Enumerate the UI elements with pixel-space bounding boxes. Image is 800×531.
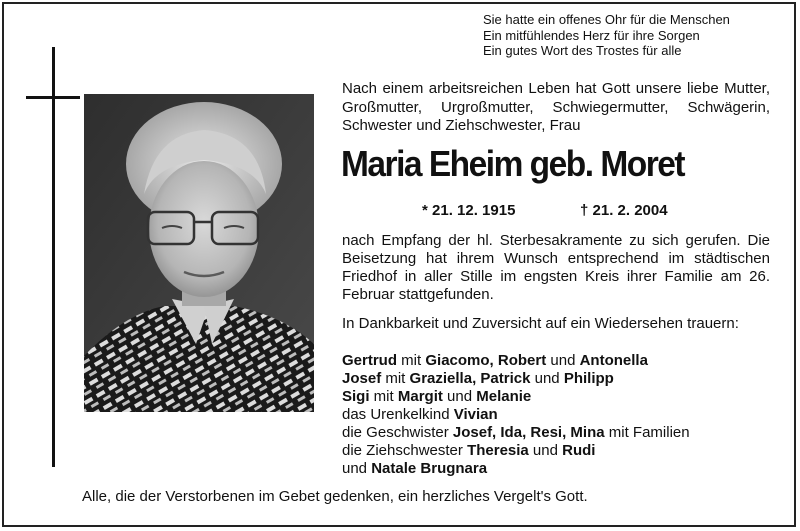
quote-line: Ein mitfühlendes Herz für ihre Sorgen xyxy=(483,27,700,43)
portrait-photo xyxy=(84,94,314,412)
mourner-line: Gertrud mit Giacomo, Robert und Antonella xyxy=(342,352,648,369)
deceased-name: Maria Eheim geb. Moret xyxy=(341,143,685,184)
birth-date: * 21. 12. 1915 xyxy=(422,202,516,219)
mourner-line: das Urenkelkind Vivian xyxy=(342,406,498,423)
death-date: † 21. 2. 2004 xyxy=(580,202,668,219)
memorial-quote xyxy=(483,12,730,59)
intro-text: Nach einem arbeitsreichen Leben hat Gott unsere liebe Mutter, Großmutter, Urgroßmutter, Schwiegermutter, Schwägerin, Schwester und Ziehschwester, Frau xyxy=(342,80,770,134)
mourner-line: und Natale Brugnara xyxy=(342,460,488,477)
quote-line: Sie hatte ein offenes Ohr für die Menschen xyxy=(483,12,730,27)
mourner-line: die Ziehschwester Theresia und Rudi xyxy=(342,442,596,459)
quote-line: Ein gutes Wort des Trostes für alle xyxy=(483,43,682,58)
cross-vertical-bar xyxy=(52,47,55,467)
mourners-list xyxy=(342,352,690,478)
cross-horizontal-bar xyxy=(26,96,80,99)
mourner-line: Josef mit Graziella, Patrick und Philipp xyxy=(342,370,614,387)
mourner-line: Sigi mit Margit und Melanie xyxy=(342,388,532,405)
burial-text: nach Empfang der hl. Sterbesakramente zu sich gerufen. Die Beisetzung hat ihrem Wunsch entsprechend im städtischen Friedhof in aller Stille im engsten Kreis ihrer Familie am 26. Februar stattgefunden. xyxy=(342,232,770,303)
thanks-text: In Dankbarkeit und Zuversicht auf ein Wiedersehen trauern: xyxy=(342,315,739,332)
closing-text: Alle, die der Verstorbenen im Gebet gedenken, ein herzliches Vergelt's Gott. xyxy=(82,488,588,505)
mourner-line: die Geschwister Josef, Ida, Resi, Mina mit Familien xyxy=(342,424,690,441)
